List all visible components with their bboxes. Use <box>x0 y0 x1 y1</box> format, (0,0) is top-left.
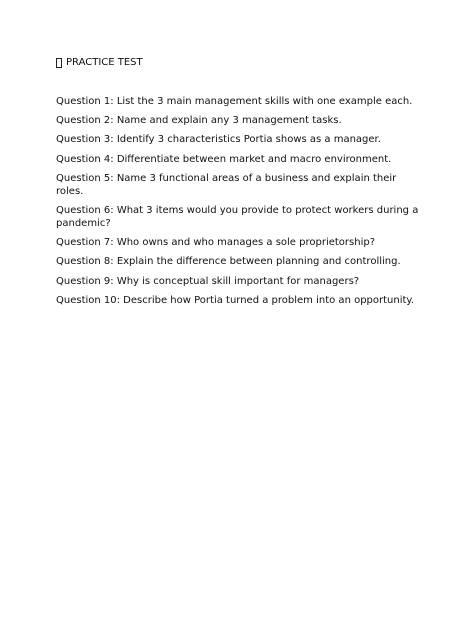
question-item: Question 3: Identify 3 characteristics Portia shows as a manager. <box>56 134 381 146</box>
document-heading <box>56 56 143 69</box>
heading-title: PRACTICE TEST <box>66 57 143 68</box>
question-item: Question 9: Why is conceptual skill important for managers? <box>56 275 360 287</box>
question-list <box>56 95 426 313</box>
question-item: Question 8: Explain the difference between planning and controlling. <box>56 256 401 268</box>
missing-glyph-icon <box>56 58 62 68</box>
question-item: Question 2: Name and explain any 3 management tasks. <box>56 115 342 127</box>
question-item: Question 6: What 3 items would you provide to protect workers during a pandemic? <box>56 204 419 229</box>
question-item: Question 10: Describe how Portia turned a problem into an opportunity. <box>56 294 415 306</box>
question-item: Question 5: Name 3 functional areas of a business and explain their roles. <box>56 172 397 197</box>
question-item: Question 4: Differentiate between market and macro environment. <box>56 153 392 165</box>
question-item: Question 1: List the 3 main management skills with one example each. <box>56 96 413 107</box>
question-item: Question 7: Who owns and who manages a sole proprietorship? <box>56 237 376 249</box>
